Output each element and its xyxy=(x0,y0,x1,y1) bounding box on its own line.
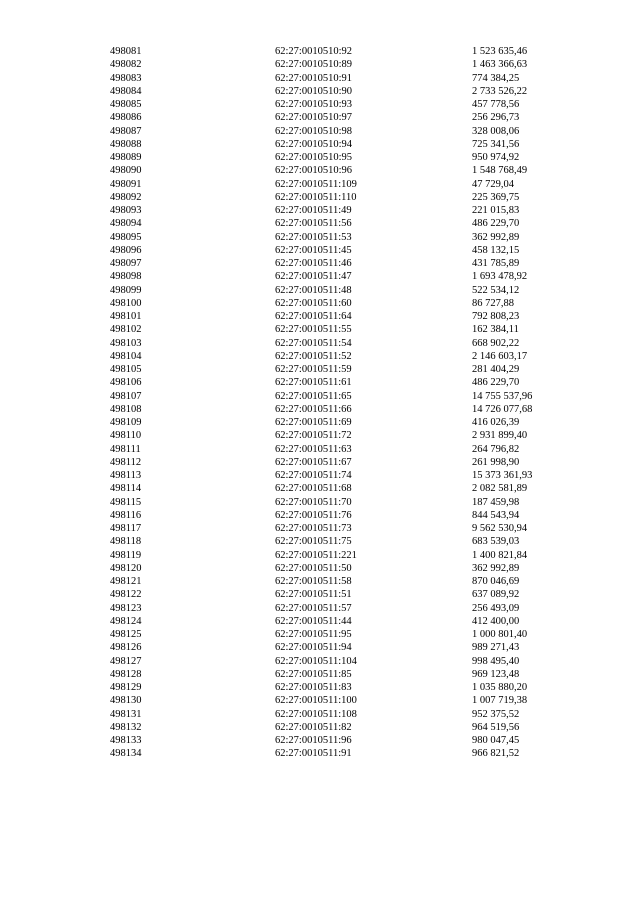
table-row xyxy=(0,363,640,376)
cadastral-value: 9 562 530,94 xyxy=(472,523,528,534)
row-number: 498125 xyxy=(110,629,142,640)
row-number: 498133 xyxy=(110,735,142,746)
row-number: 498093 xyxy=(110,205,142,216)
cadastral-number: 62:27:0010511:73 xyxy=(275,523,352,534)
row-number: 498106 xyxy=(110,377,142,389)
cadastral-number: 62:27:0010511:76 xyxy=(275,509,352,521)
cadastral-number: 62:27:0010511:70 xyxy=(275,496,352,508)
table-row xyxy=(0,151,640,164)
cadastral-number: 62:27:0010511:57 xyxy=(275,602,352,614)
row-number: 498097 xyxy=(110,258,142,269)
table-row xyxy=(0,85,640,98)
table-row xyxy=(0,297,640,310)
row-number: 498087 xyxy=(110,125,142,137)
cadastral-value: 187 459,98 xyxy=(472,496,520,508)
cadastral-number: 62:27:0010511:52 xyxy=(275,350,352,362)
table-row xyxy=(0,535,640,548)
cadastral-number: 62:27:0010510:94 xyxy=(275,138,353,150)
table-row xyxy=(0,58,640,71)
cadastral-number: 62:27:0010511:45 xyxy=(275,244,352,256)
cadastral-number: 62:27:0010511:51 xyxy=(275,589,352,601)
cadastral-value: 964 519,56 xyxy=(472,721,520,733)
cadastral-value: 225 369,75 xyxy=(472,191,520,203)
cadastral-number: 62:27:0010511:108 xyxy=(275,708,357,720)
cadastral-number: 62:27:0010510:90 xyxy=(275,85,353,97)
table-row xyxy=(0,708,640,721)
cadastral-number: 62:27:0010511:109 xyxy=(275,178,357,190)
row-number: 498088 xyxy=(110,138,142,150)
table-row xyxy=(0,178,640,191)
table-row xyxy=(0,562,640,575)
cadastral-number: 62:27:0010511:56 xyxy=(275,218,352,230)
cadastral-number: 62:27:0010511:64 xyxy=(275,311,352,322)
table-row xyxy=(0,482,640,495)
row-number: 498131 xyxy=(110,708,142,720)
cadastral-value: 1 548 768,49 xyxy=(472,165,528,177)
table-row xyxy=(0,125,640,138)
cadastral-value: 15 373 361,93 xyxy=(472,470,533,481)
cadastral-value: 989 271,43 xyxy=(472,642,520,654)
cadastral-number: 62:27:0010511:94 xyxy=(275,642,352,654)
row-number: 498121 xyxy=(110,576,142,587)
row-number: 498120 xyxy=(110,562,142,574)
cadastral-number: 62:27:0010511:49 xyxy=(275,205,352,216)
table-row xyxy=(0,469,640,482)
cadastral-value: 221 015,83 xyxy=(472,205,520,216)
cadastral-value: 256 493,09 xyxy=(472,602,520,614)
cadastral-number: 62:27:0010510:92 xyxy=(275,46,353,57)
row-number: 498117 xyxy=(110,523,142,534)
cadastral-value: 998 495,40 xyxy=(472,655,520,667)
cadastral-number: 62:27:0010511:58 xyxy=(275,576,352,587)
table-row xyxy=(0,217,640,230)
table-row xyxy=(0,456,640,469)
cadastral-value: 416 026,39 xyxy=(472,417,520,428)
row-number: 498103 xyxy=(110,337,142,349)
table-row xyxy=(0,429,640,442)
cadastral-number: 62:27:0010511:47 xyxy=(275,271,352,283)
cadastral-value: 1 523 635,46 xyxy=(472,46,528,57)
row-number: 498092 xyxy=(110,191,142,203)
cadastral-value: 86 727,88 xyxy=(472,297,514,309)
cadastral-number: 62:27:0010511:59 xyxy=(275,364,352,375)
cadastral-value: 261 998,90 xyxy=(472,456,520,468)
row-number: 498115 xyxy=(110,496,142,508)
row-number: 498101 xyxy=(110,311,142,322)
row-number: 498083 xyxy=(110,72,142,84)
cadastral-value: 1 400 821,84 xyxy=(472,549,528,561)
table-row xyxy=(0,231,640,244)
row-number: 498109 xyxy=(110,417,142,428)
cadastral-value: 486 229,70 xyxy=(472,218,520,230)
table-row xyxy=(0,323,640,336)
table-row xyxy=(0,721,640,734)
table-row xyxy=(0,390,640,403)
cadastral-value: 870 046,69 xyxy=(472,576,520,587)
cadastral-number: 62:27:0010511:110 xyxy=(275,191,357,203)
cadastral-number: 62:27:0010510:89 xyxy=(275,59,353,71)
table-row xyxy=(0,72,640,85)
table-row xyxy=(0,496,640,509)
cadastral-value: 668 902,22 xyxy=(472,337,520,349)
cadastral-value: 14 755 537,96 xyxy=(472,390,533,402)
row-number: 498098 xyxy=(110,271,142,283)
row-number: 498122 xyxy=(110,589,142,601)
row-number: 498112 xyxy=(110,456,142,468)
table-row xyxy=(0,138,640,151)
cadastral-number: 62:27:0010511:100 xyxy=(275,695,357,707)
table-row xyxy=(0,244,640,257)
row-number: 498119 xyxy=(110,549,142,561)
table-row xyxy=(0,549,640,562)
cadastral-value: 486 229,70 xyxy=(472,377,520,389)
cadastral-number: 62:27:0010511:44 xyxy=(275,615,352,627)
row-number: 498089 xyxy=(110,152,142,163)
table-row xyxy=(0,522,640,535)
table-row xyxy=(0,284,640,297)
row-number: 498100 xyxy=(110,297,142,309)
row-number: 498105 xyxy=(110,364,142,375)
table-row xyxy=(0,734,640,747)
cadastral-number: 62:27:0010511:74 xyxy=(275,470,352,481)
table-row xyxy=(0,747,640,760)
row-number: 498094 xyxy=(110,218,142,230)
row-number: 498086 xyxy=(110,112,142,124)
row-number: 498118 xyxy=(110,536,142,548)
table-row xyxy=(0,98,640,111)
cadastral-value: 774 384,25 xyxy=(472,72,520,84)
cadastral-value: 431 785,89 xyxy=(472,258,520,269)
cadastral-value: 966 821,52 xyxy=(472,748,520,760)
cadastral-value: 637 089,92 xyxy=(472,589,520,601)
table-row xyxy=(0,681,640,694)
table-row xyxy=(0,111,640,124)
table-row xyxy=(0,443,640,456)
cadastral-value: 2 931 899,40 xyxy=(472,430,528,442)
cadastral-value: 47 729,04 xyxy=(472,178,514,190)
table-row xyxy=(0,416,640,429)
row-number: 498096 xyxy=(110,244,142,256)
table-row xyxy=(0,191,640,204)
cadastral-value: 256 296,73 xyxy=(472,112,520,124)
table-row xyxy=(0,602,640,615)
cadastral-number: 62:27:0010511:54 xyxy=(275,337,352,349)
cadastral-number: 62:27:0010511:85 xyxy=(275,668,352,680)
table-row xyxy=(0,45,640,58)
table-row xyxy=(0,270,640,283)
cadastral-number: 62:27:0010511:60 xyxy=(275,297,352,309)
row-number: 498111 xyxy=(110,443,141,455)
cadastral-value: 2 146 603,17 xyxy=(472,350,528,362)
cadastral-number: 62:27:0010511:75 xyxy=(275,536,352,548)
cadastral-number: 62:27:0010511:55 xyxy=(275,324,352,336)
table-row xyxy=(0,641,640,654)
cadastral-value-table xyxy=(0,45,640,761)
table-row xyxy=(0,310,640,323)
row-number: 498127 xyxy=(110,655,142,667)
cadastral-value: 952 375,52 xyxy=(472,708,520,720)
table-row xyxy=(0,204,640,217)
cadastral-number: 62:27:0010510:95 xyxy=(275,152,353,163)
cadastral-number: 62:27:0010510:96 xyxy=(275,165,353,177)
cadastral-value: 1 007 719,38 xyxy=(472,695,528,707)
table-row xyxy=(0,628,640,641)
cadastral-number: 62:27:0010511:69 xyxy=(275,417,352,428)
cadastral-value: 2 733 526,22 xyxy=(472,85,528,97)
table-row xyxy=(0,337,640,350)
cadastral-value: 844 543,94 xyxy=(472,509,520,521)
cadastral-number: 62:27:0010511:104 xyxy=(275,655,357,667)
row-number: 498110 xyxy=(110,430,142,442)
cadastral-number: 62:27:0010511:91 xyxy=(275,748,352,760)
row-number: 498107 xyxy=(110,390,142,402)
cadastral-value: 14 726 077,68 xyxy=(472,403,533,415)
cadastral-value: 683 539,03 xyxy=(472,536,520,548)
cadastral-number: 62:27:0010511:61 xyxy=(275,377,352,389)
cadastral-number: 62:27:0010511:65 xyxy=(275,390,352,402)
cadastral-number: 62:27:0010510:97 xyxy=(275,112,353,124)
row-number: 498124 xyxy=(110,615,142,627)
table-row xyxy=(0,615,640,628)
cadastral-number: 62:27:0010511:48 xyxy=(275,284,352,296)
table-row xyxy=(0,588,640,601)
row-number: 498126 xyxy=(110,642,142,654)
row-number: 498114 xyxy=(110,483,142,495)
cadastral-number: 62:27:0010510:98 xyxy=(275,125,353,137)
table-row xyxy=(0,403,640,416)
cadastral-number: 62:27:0010511:96 xyxy=(275,735,352,746)
row-number: 498099 xyxy=(110,284,142,296)
row-number: 498102 xyxy=(110,324,142,336)
table-row xyxy=(0,575,640,588)
row-number: 498091 xyxy=(110,178,142,190)
row-number: 498090 xyxy=(110,165,142,177)
cadastral-value: 412 400,00 xyxy=(472,615,520,627)
cadastral-value: 281 404,29 xyxy=(472,364,520,375)
row-number: 498113 xyxy=(110,470,142,481)
cadastral-number: 62:27:0010511:50 xyxy=(275,562,352,574)
row-number: 498095 xyxy=(110,231,142,243)
cadastral-value: 1 035 880,20 xyxy=(472,682,528,693)
cadastral-number: 62:27:0010511:221 xyxy=(275,549,357,561)
cadastral-number: 62:27:0010511:53 xyxy=(275,231,352,243)
row-number: 498129 xyxy=(110,682,142,693)
cadastral-value: 328 008,06 xyxy=(472,125,520,137)
table-row xyxy=(0,257,640,270)
row-number: 498130 xyxy=(110,695,142,707)
table-row xyxy=(0,694,640,707)
table-row xyxy=(0,376,640,389)
row-number: 498116 xyxy=(110,509,142,521)
row-number: 498132 xyxy=(110,721,142,733)
cadastral-value: 264 796,82 xyxy=(472,443,520,455)
cadastral-value: 362 992,89 xyxy=(472,562,520,574)
cadastral-number: 62:27:0010511:68 xyxy=(275,483,352,495)
cadastral-value: 457 778,56 xyxy=(472,99,520,110)
row-number: 498134 xyxy=(110,748,142,760)
cadastral-value: 362 992,89 xyxy=(472,231,520,243)
cadastral-value: 792 808,23 xyxy=(472,311,520,322)
table-row xyxy=(0,655,640,668)
cadastral-number: 62:27:0010511:67 xyxy=(275,456,352,468)
cadastral-number: 62:27:0010510:91 xyxy=(275,72,353,84)
table-row xyxy=(0,509,640,522)
table-row xyxy=(0,668,640,681)
row-number: 498128 xyxy=(110,668,142,680)
cadastral-number: 62:27:0010511:83 xyxy=(275,682,352,693)
cadastral-value: 522 534,12 xyxy=(472,284,520,296)
cadastral-number: 62:27:0010511:72 xyxy=(275,430,352,442)
cadastral-value: 2 082 581,89 xyxy=(472,483,528,495)
cadastral-value: 1 000 801,40 xyxy=(472,629,528,640)
row-number: 498085 xyxy=(110,99,142,110)
cadastral-value: 1 693 478,92 xyxy=(472,271,528,283)
cadastral-number: 62:27:0010511:63 xyxy=(275,443,352,455)
row-number: 498082 xyxy=(110,59,142,71)
cadastral-number: 62:27:0010511:66 xyxy=(275,403,352,415)
cadastral-value: 1 463 366,63 xyxy=(472,59,528,71)
cadastral-value: 950 974,92 xyxy=(472,152,520,163)
cadastral-number: 62:27:0010511:82 xyxy=(275,721,352,733)
row-number: 498084 xyxy=(110,85,142,97)
table-row xyxy=(0,350,640,363)
row-number: 498108 xyxy=(110,403,142,415)
cadastral-number: 62:27:0010510:93 xyxy=(275,99,353,110)
table-row xyxy=(0,164,640,177)
cadastral-value: 980 047,45 xyxy=(472,735,520,746)
cadastral-number: 62:27:0010511:95 xyxy=(275,629,352,640)
row-number: 498104 xyxy=(110,350,142,362)
cadastral-value: 162 384,11 xyxy=(472,324,519,336)
cadastral-value: 969 123,48 xyxy=(472,668,520,680)
cadastral-value: 458 132,15 xyxy=(472,244,520,256)
row-number: 498081 xyxy=(110,46,142,57)
cadastral-value: 725 341,56 xyxy=(472,138,520,150)
cadastral-number: 62:27:0010511:46 xyxy=(275,258,352,269)
row-number: 498123 xyxy=(110,602,142,614)
